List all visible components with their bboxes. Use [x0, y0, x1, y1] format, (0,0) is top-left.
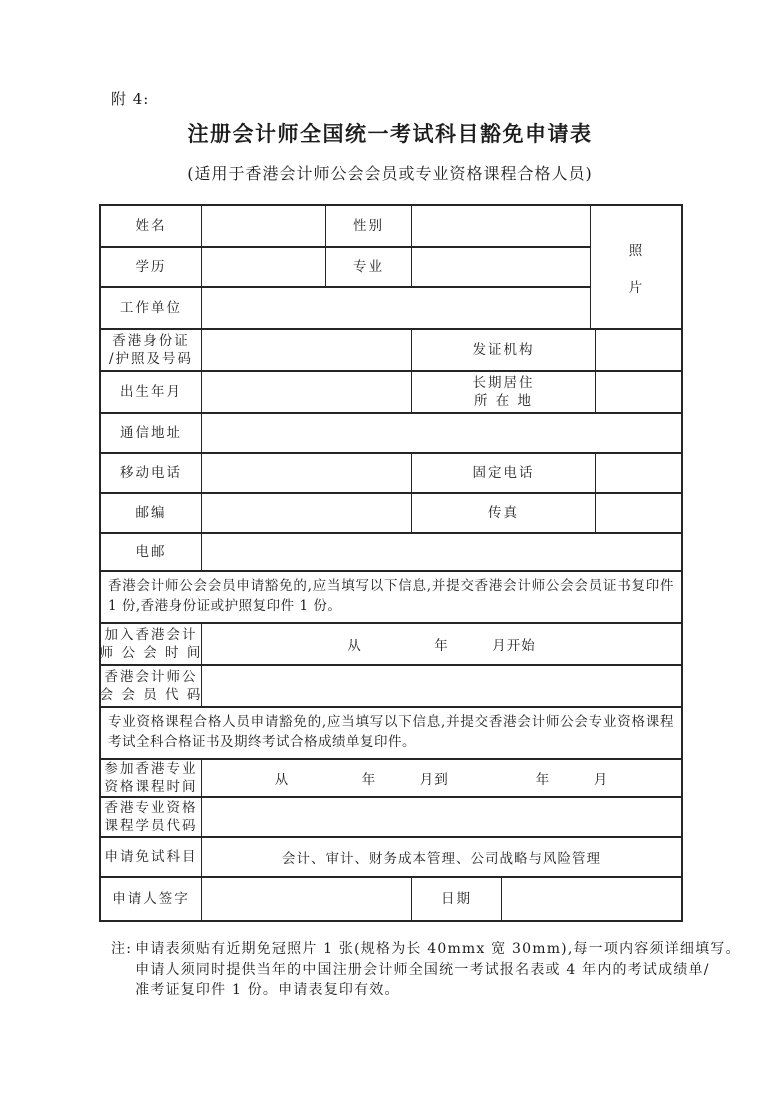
residence-label [411, 372, 595, 412]
footer-note-line3: 准考证复印件 1 份。申请表复印有效。 [135, 981, 400, 998]
education-label: 学历 [135, 258, 167, 275]
student-code-label [101, 798, 201, 836]
issuer-label: 发证机构 [411, 330, 595, 370]
exempt-subjects-value: 会计、审计、财务成本管理、公司战略与风险管理 [201, 838, 681, 876]
hk-id-value-cell [201, 330, 411, 370]
member-code-label-line1: 香港会计师公 [104, 668, 198, 685]
course-time-label-line2: 资格课程时间 [104, 779, 198, 796]
row-course-time [101, 758, 681, 796]
residence-value-cell [595, 372, 681, 412]
page-title: 注册会计师全国统一考试科目豁免申请表 [187, 122, 593, 146]
student-code-label-line2: 课程学员代码 [104, 818, 198, 835]
birth-date-value-cell [201, 372, 411, 412]
attachment-label: 附 4: [111, 90, 150, 108]
row-join-time [101, 622, 681, 664]
photo-label-line1: 照 [628, 242, 644, 259]
row-hkid-issuer [101, 328, 681, 370]
student-code-value-cell [201, 798, 681, 836]
birth-date-label: 出生年月 [120, 383, 182, 400]
member-exemption-note: 香港会计师公会会员申请豁免的,应当填写以下信息,并提交香港会计师公会会员证书复印件 1 份,香港身份证或护照复印件 1 份。 [101, 570, 681, 622]
course-time-value: 从 年 月到 年 月 [201, 760, 681, 796]
signature-label: 申请人签字 [112, 891, 190, 908]
mobile-value-cell [201, 454, 411, 492]
row-mobile-landline [101, 452, 681, 492]
row-education-major [101, 246, 590, 286]
email-label: 电邮 [135, 543, 167, 560]
join-time-label-line1: 加入香港会计 [104, 626, 198, 643]
name-label: 姓名 [135, 217, 167, 234]
footer-note-line2: 申请人须同时提供当年的中国注册会计师全国统一考试报名表或 4 年内的考试成绩单/ [135, 961, 710, 978]
hk-id-label [101, 330, 201, 370]
work-unit-label: 工作单位 [120, 299, 182, 316]
landline-label: 固定电话 [411, 454, 595, 492]
row-address [101, 412, 681, 452]
join-time-value: 从 年 月开始 [201, 624, 681, 664]
education-value-cell [201, 248, 325, 286]
landline-value-cell [595, 454, 681, 492]
row-student-code [101, 796, 681, 836]
identity-section [101, 206, 681, 328]
member-code-label-line2: 会 会 员 代 码 [99, 687, 203, 704]
fax-value-cell [595, 494, 681, 532]
signature-value-cell [201, 878, 411, 920]
hk-id-label-line2: /护照及号码 [108, 351, 194, 367]
photo-label-line2: 片 [628, 279, 644, 296]
footer-note-line1: 申请表须贴有近期免冠照片 1 张(规格为长 40mmx 宽 30mm),每一项内容须详细填写。 [135, 941, 741, 958]
date-label: 日期 [411, 878, 501, 920]
exempt-subjects-label: 申请免试科目 [104, 849, 198, 866]
row-member-code [101, 664, 681, 706]
course-exemption-note: 专业资格课程合格人员申请豁免的,应当填写以下信息,并提交香港会计师公会专业资格课程考试全科合格证书及期终考试合格成绩单复印件。 [101, 706, 681, 758]
major-value-cell [411, 248, 590, 286]
footer-note-body [135, 939, 743, 1000]
row-postcode-fax [101, 492, 681, 532]
row-email [101, 532, 681, 570]
hk-id-label-line1: 香港身份证 [112, 332, 190, 349]
course-time-label-line1: 参加香港专业 [104, 761, 198, 778]
residence-label-line2: 所 在 地 [473, 393, 534, 409]
date-value-cell [501, 878, 681, 920]
mobile-label: 移动电话 [120, 464, 182, 481]
work-unit-value-cell [201, 288, 590, 328]
row-name-gender [101, 206, 590, 246]
row-signature-date [101, 876, 681, 920]
gender-label: 性别 [325, 206, 411, 246]
photo-cell [590, 206, 681, 328]
issuer-value-cell [595, 330, 681, 370]
email-value-cell [201, 534, 681, 570]
join-time-label-line2: 师 公 会 时 间 [99, 645, 203, 662]
name-value-cell [201, 206, 325, 246]
application-table [99, 204, 683, 922]
course-time-label [101, 760, 201, 796]
major-label: 专业 [325, 248, 411, 286]
postcode-value-cell [201, 494, 411, 532]
row-work-unit [101, 286, 590, 328]
footer-note-prefix: 注: [111, 941, 133, 958]
row-exempt-subjects [101, 836, 681, 876]
gender-value-cell [411, 206, 590, 246]
student-code-label-line1: 香港专业资格 [104, 800, 198, 817]
footer-note [111, 939, 743, 1000]
join-time-label [101, 624, 201, 664]
row-birth-residence [101, 370, 681, 412]
address-value-cell [201, 414, 681, 452]
page-subtitle: (适用于香港会计师公会会员或专业资格课程合格人员) [187, 164, 593, 183]
postcode-label: 邮编 [135, 504, 167, 521]
residence-label-line1: 长期居住 [472, 374, 535, 391]
fax-label: 传真 [411, 494, 595, 532]
member-code-value-cell [201, 666, 681, 706]
address-label: 通信地址 [120, 424, 182, 441]
member-code-label [101, 666, 201, 706]
